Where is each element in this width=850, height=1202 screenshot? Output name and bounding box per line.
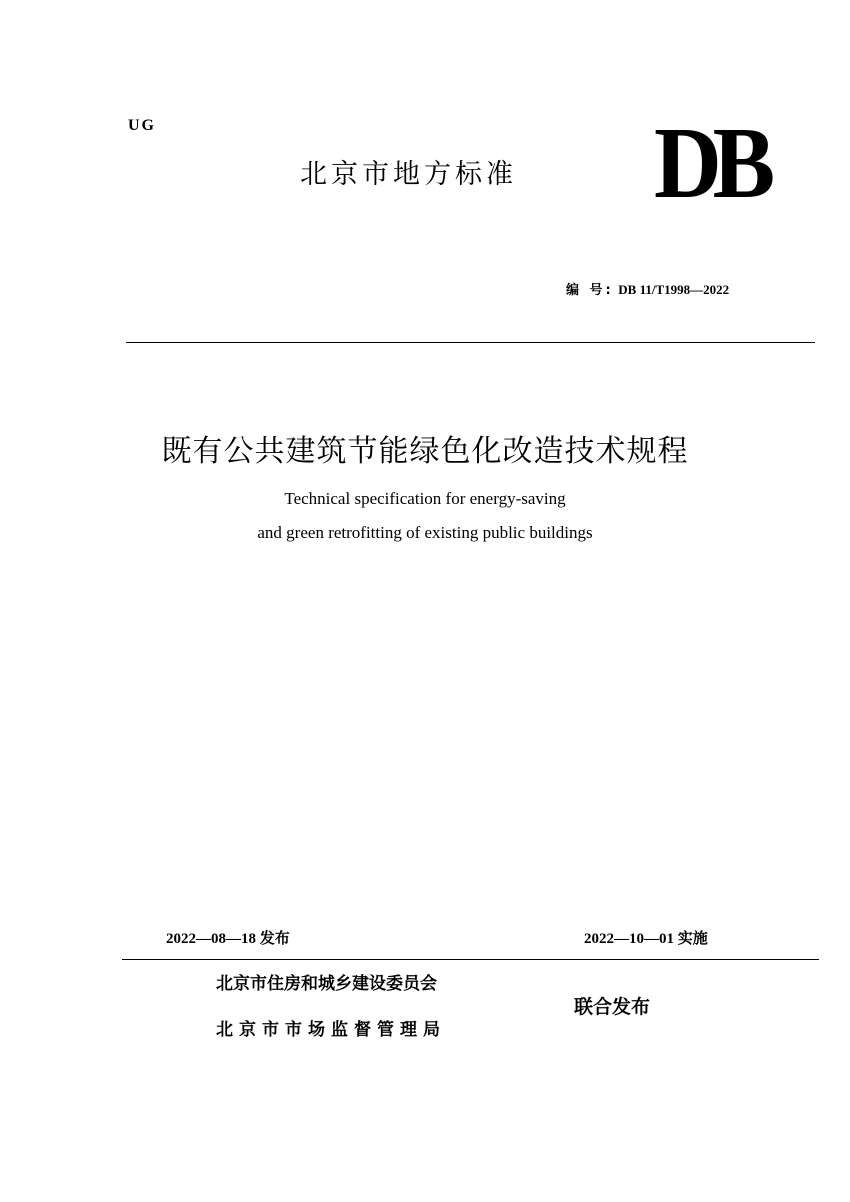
db-logo: DB xyxy=(654,107,766,220)
joint-release-label: 联合发布 xyxy=(574,996,651,1018)
implementation-date: 2022—10—01 实施 xyxy=(584,931,708,947)
top-divider xyxy=(126,342,815,343)
issuer-housing-commission: 北京市住房和城乡建设委员会 xyxy=(216,974,437,994)
release-date: 2022—08—18 发布 xyxy=(166,931,290,947)
standard-number xyxy=(566,279,729,298)
issuer-market-supervision: 北京市市场监督管理局 xyxy=(216,1020,446,1040)
document-title-english-line2: and green retrofitting of existing public buildings xyxy=(257,523,593,542)
document-title-chinese: 既有公共建筑节能绿色化改造技术规程 xyxy=(161,434,689,469)
bottom-divider xyxy=(122,959,819,960)
standard-category: 北京市地方标准 xyxy=(300,159,517,190)
standard-number-value: DB 11/T1998—2022 xyxy=(618,282,730,297)
ug-code: UG xyxy=(128,117,156,134)
document-title-english-line1: Technical specification for energy-saving xyxy=(284,489,566,508)
standard-number-label: 编 号: xyxy=(566,283,614,298)
